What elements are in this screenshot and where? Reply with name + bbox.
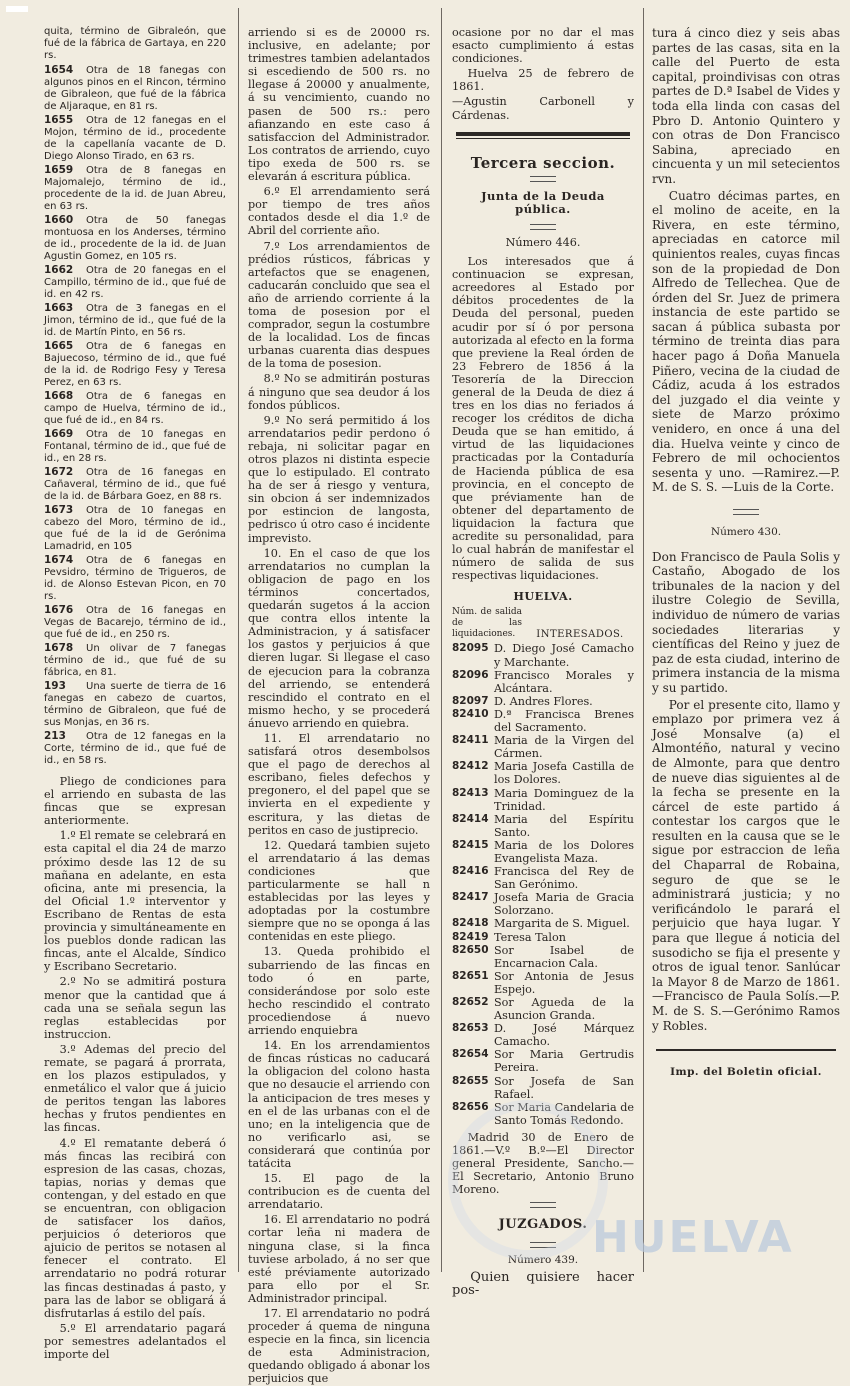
subtitle: Junta de la Deuda pública. xyxy=(481,188,605,216)
table-row: 82097 D. Andres Flores. xyxy=(452,694,593,708)
paragraph: 6.º El arrendamiento será por tiempo de tres años contados desde el dia 1.º de Abril del corriente año. xyxy=(248,185,430,238)
entries-list xyxy=(452,642,634,1126)
column-3 xyxy=(452,26,634,1298)
list-item: 1674 Otra de 6 fanegas en Pevsidro, término de Trigueros, de id. de Alonso Estevan Picon, en 70 rs. xyxy=(44,554,226,602)
paragraph: Los interesados que á continuacion se expresan, acreedores al Estado por débitos procedentes de la Deuda del personal, pueden acudir por sí ó por persona autorizada al efecto en la forma que previene la Real órden de 23 Febrero de 1856 á la Tesorería de la Direccion general de la Deuda de diez á tres en los dias no feriados á recoger los créditos de dicha Deuda que se han emitido, á virtud de las liquidaciones practicadas por la Contaduría de Hacienda pública de esa provincia, en el concepto de que préviamente han de obtener del departamento de liquidacion la factura que acredite su personalidad, para lo cual habrán de manifestar el número de salida de sus respectivas liquidaciones. xyxy=(452,255,634,583)
list-item: 1663 Otra de 3 fanegas en el Jimon, término de id., que fué de la id. de Martín Pinto, en 56 rs. xyxy=(44,302,226,338)
paragraph: 11. El arrendatario no satisfará otros desembolsos que el pago de derechos al escribano, fieles defechos y pregonero, el del papel que se invierta en el expediente y escritura, y las dietas de peritos en caso de justiprecio. xyxy=(248,731,430,837)
list-item: 193 Una suerte de tierra de 16 fanegas en cabezo de cuartos, término de Gibraleon, que fué de sus Monjas, en 36 rs. xyxy=(44,680,226,728)
paragraph: 13. Queda prohibido el subarriendo de las fincas en todo ó en parte, considerándose por solo este hecho rescindido el contrato procediendose á nuevo arriendo enquiebra xyxy=(248,945,430,1038)
paragraph: 17. El arrendatario no podrá proceder á quema de ninguna especie en la finca, sin licencia de esta Administracion, quedando obligado á abonar los perjuicios que xyxy=(248,1307,430,1386)
table-header-number: Núm. de salida de las liquidaciones. xyxy=(452,607,522,640)
paragraph: 5.º El arrendatario pagará por semestres adelantados el importe del xyxy=(44,1321,226,1362)
juzgados-title: JUZGADOS. xyxy=(498,1217,588,1233)
list-item: 1669 Otra de 10 fanegas en Fontanal, término de id., que fué de id., en 28 rs. xyxy=(44,428,226,464)
list-item: 1668 Otra de 6 fanegas en campo de Huelva, término de id., que fué de id., en 84 rs. xyxy=(44,390,226,426)
table-row: 82653 D. José Márquez Camacho. xyxy=(452,1022,634,1049)
table-row: 82419 Teresa Talon xyxy=(452,930,566,944)
table-row: 82411 Maria de la Virgen del Cármen. xyxy=(452,734,634,761)
separator xyxy=(530,176,556,182)
paragraph: 8.º No se admitirán posturas á ninguno que sea deudor á los fondos públicos. xyxy=(248,372,430,412)
table-row: 82654 Sor Maria Gertrudis Pereira. xyxy=(452,1048,634,1075)
table-row: 82096 Francisco Morales y Alcántara. xyxy=(452,668,634,695)
watermark-emblem xyxy=(448,1100,608,1260)
corner-mark xyxy=(6,6,28,12)
paragraph: 1.º El remate se celebrará en esta capital el dia 24 de marzo próximo desde las 12 de su mañana en adelante, en esta oficina, ante mi presencia, la del Oficial 1.º interventor y Escribano de Rentas de esta provincia y simultáneamente en los pueblos donde radican las fincas, ante el Alcalde, Síndico y Escribano Secretario. xyxy=(44,829,226,974)
section-divider xyxy=(456,132,630,136)
column-2 xyxy=(248,26,430,1386)
list-item: 1654 Otra de 18 fanegas con algunos pinos en el Rincon, término de Gibraleon, que fué de la fábrica de Aljaraque, en 81 rs. xyxy=(44,64,226,112)
paragraph: 16. El arrendatario no podrá cortar leña ni madera de ninguna clase, si la finca tuviese arbolado, á no ser que esté préviamente autorizado para ello por el Sr. Administrador principal. xyxy=(248,1213,430,1305)
paragraph: 10. En el caso de que los arrendatarios no cumplan la obligacion de pago en los términos concertados, quedarán sugetos á la accion que contra ellos intente la Administracion, y á satisfacer los gastos y perjuicios á que dieren lugar. Si llegase el caso de ejecucion para la cobranza del arriendo, se entenderá rescindido el contrato en el mismo hecho, y se procederá ánuevo arriendo en quiebra. xyxy=(248,546,430,730)
column-rule-1 xyxy=(238,8,239,1272)
list-item: 1678 Un olivar de 7 fanegas término de id., que fué de su fábrica, en 81. xyxy=(44,642,226,678)
signature: —Agustin Carbonell y Cárdenas. xyxy=(452,95,634,122)
table-place: HUELVA. xyxy=(513,589,573,604)
column-1 xyxy=(44,26,226,1362)
paragraph: ocasione por no dar el mas esacto cumplimiento á estas condiciones. xyxy=(452,26,634,66)
paragraph: Por el presente cito, llamo y emplazo por primera vez á José Monsalve (a) el Almontéño, natural y vecino de Almonte, para que dentro de nueve dias siguientes al de la fecha se presente en la cárcel de este partido á contestar los cargos que le resulten en la causa que se le sigue por estraccion de leña del Chaparral de Robaina, seguro de que se le administrará justicia; y no verificándolo le parará el perjuicio que haya lugar. Y para que llegue á noticia del susodicho se fija el presente y otros de igual tenor. Sanlúcar la Mayor 8 de Marzo de 1861.—Francisco de Paula Solís.—P. M. de S. S.—Gerónimo Ramos y Robles. xyxy=(652,697,840,1033)
separator xyxy=(733,509,759,515)
table-row: 82417 Josefa Maria de Gracia Solorzano. xyxy=(452,891,634,918)
top-line: quita, término de Gibraleón, que fué de la fábrica de Gartaya, en 220 rs. xyxy=(44,26,226,61)
lots-list xyxy=(44,64,226,767)
section-title: Tercera seccion. xyxy=(470,153,616,172)
paragraph: 2.º No se admitirá postura menor que la cantidad que á cada una se señala segun las reglas establecidas por instruccion. xyxy=(44,975,226,1041)
list-item: 1665 Otra de 6 fanegas en Bajuecoso, término de id., que fué de la id. de Rodrigo Fesy y Teresa Perez, en 63 rs. xyxy=(44,340,226,388)
paragraph: arriendo si es de 20000 rs. inclusive, en adelante; por trimestres tambien adelantados si escediendo de 500 rs. no llegase á 20000 y anualmente, á su vencimiento, cuando no pasen de 500 rs.: pero afianzando en este caso á satisfaccion del Administrador. Los contratos de arriendo, cuyo tipo exeda de 500 rs. se elevarán á escritura pública. xyxy=(248,26,430,184)
list-item: 1660 Otra de 50 fanegas montuosa en los Anderses, término de id., procedente de la id. de Juan Agustin Gomez, en 105 rs. xyxy=(44,214,226,262)
pliego-title: Pliego de condiciones para el arriendo en subasta de las fincas que se expresan anteriormente. xyxy=(44,775,226,828)
paragraph: Don Francisco de Paula Solis y Castaño, Abogado de los tribunales de la nacion y del ilustre Colegio de Sevilla, individuo de número de varias sociedades literarias y científicas del Reino y juez de paz de esta ciudad, interino de primera instancia de la misma y su partido. xyxy=(652,549,840,695)
table-row: 82655 Sor Josefa de San Rafael. xyxy=(452,1074,634,1101)
paragraph: 4.º El rematante deberá ó más fincas las recibirá con espresion de las casas, chozas, tapias, norias y demas que contengan, y del estado en que se encuentran, con obligacion de satisfacer los daños, perjuicios ó deterioros que ajuicio de peritos se notasen al fenecer el contrato. El arrendatario no podrá roturar las fincas destinadas á pasto, y para las de labor se obligará á disfrutarlas á estilo del país. xyxy=(44,1136,226,1320)
table-row: 82413 Maria Dominguez de la Trinidad. xyxy=(452,786,634,813)
watermark: HUELVA xyxy=(592,1212,794,1263)
column-rule-3 xyxy=(643,8,644,1272)
paragraph: 15. El pago de la contribucion es de cuenta del arrendatario. xyxy=(248,1172,430,1212)
table-row: 82656 Sor Maria Candelaria de Santo Tomás Redondo. xyxy=(452,1100,634,1127)
table-row: 82651 Sor Antonia de Jesus Espejo. xyxy=(452,969,634,996)
paragraph: 7.º Los arrendamientos de prédios rústicos, fábricas y artefactos que se enagenen, caducarán concluido que sea el año de arriendo corriente á la toma de posesion por el comprador, segun la costumbre de la localidad. Los de fincas urbanas cuarenta dias despues de la toma de posesion. xyxy=(248,239,430,371)
list-item: 213 Otra de 12 fanegas en la Corte, término de id., que fué de id., en 58 rs. xyxy=(44,730,226,766)
table-row: 82095 D. Diego José Camacho y Marchante. xyxy=(452,642,634,669)
paragraph: 12. Quedará tambien sujeto el arrendatario á las demas condiciones que particularmente se hall n establecidas por las leyes y adoptadas por la costumbre siempre que no se oponga á las contenidas en este pliego. xyxy=(248,838,430,944)
table-row: 82652 Sor Agueda de la Asuncion Granda. xyxy=(452,996,634,1023)
section-divider-thin xyxy=(456,138,630,139)
table-row: 82412 Maria Josefa Castilla de los Dolores. xyxy=(452,760,634,787)
date-line: Huelva 25 de febrero de 1861. xyxy=(452,67,634,94)
column-rule-2 xyxy=(441,8,442,1272)
closing: Madrid 30 de Enero de 1861.—V.º B.º—El Director general Presidente, Sancho.—El Secretario, Antonio Bruno Moreno. xyxy=(452,1130,634,1197)
table-row: 82415 Maria de los Dolores Evangelista Maza. xyxy=(452,838,634,865)
list-item: 1655 Otra de 12 fanegas en el Mojon, término de id., procedente de la capellanía vacante de D. Diego Alonso Tirado, en 63 rs. xyxy=(44,114,226,162)
numero: Número 446. xyxy=(505,235,581,249)
list-item: 1672 Otra de 16 fanegas en Cañaveral, término de id., que fué de la id. de Bárbara Goez, en 88 rs. xyxy=(44,466,226,502)
paragraph: Cuatro décimas partes, en el molino de aceite, en la Rivera, en este término, apreciadas en catorce mil quinientos reales, cuyas fincas son de la propiedad de Don Alfredo de Tellechea. Que de órden del Sr. Juez de primera instancia de este partido se sacan á pública subasta por término de treinta dias para hacer pago á Doña Manuela Piñero, vecina de la ciudad de Cádiz, acuda á los estrados del juzgado el dia veinte y siete de Marzo próximo venidero, en once á una del dia. Huelva veinte y cinco de Febrero de mil ochocientos sesenta y uno. —Ramirez.—P. M. de S. S. —Luis de la Corte. xyxy=(652,188,840,495)
paragraph: 9.º No será permitido á los arrendatarios pedir perdono ó rebaja, ni solicitar pagar en otros plazos ni distinta especie que lo estipulado. El contrato ha de ser á riesgo y ventura, sin obcion á ser indemnizados por estincion de langosta, pedrisco ú otro caso é incidente imprevisto. xyxy=(248,413,430,545)
table-row: 82416 Francisca del Rey de San Gerónimo. xyxy=(452,865,634,892)
paragraph: Quien quisiere hacer pos- xyxy=(452,1269,634,1298)
list-item: 1676 Otra de 16 fanegas en Vegas de Bacarejo, término de id., que fué de id., en 250 rs. xyxy=(44,604,226,640)
separator xyxy=(530,224,556,230)
column-4 xyxy=(652,26,840,1276)
table-row: 82650 Sor Isabel de Encarnacion Cala. xyxy=(452,943,634,970)
table-header-interested: INTERESADOS. xyxy=(536,629,624,641)
paragraph: 3.º Ademas del precio del remate, se pagará á prorrata, en los plazos estipulados, y enmetálico el valor que á juicio de peritos tengan las labores hechas y frutos pendientes en las fincas. xyxy=(44,1042,226,1135)
table-row: 82410 D.ª Francisca Brenes del Sacramento. xyxy=(452,707,634,735)
table-header xyxy=(452,607,634,640)
table-row: 82418 Margarita de S. Miguel. xyxy=(452,917,630,931)
list-item: 1673 Otra de 10 fanegas en cabezo del Moro, término de id., que fué de la id de Gerónima Lamadrid, en 105 xyxy=(44,504,226,552)
list-item: 1659 Otra de 8 fanegas en Majomalejo, término de id., procedente de la id. de Juan Abreu, en 63 rs. xyxy=(44,164,226,212)
juzgados-number: Número 439. xyxy=(507,1253,579,1266)
imprint: Imp. del Boletin oficial. xyxy=(670,1066,822,1079)
imprint-divider xyxy=(656,1049,836,1051)
paragraph: tura á cinco diez y seis abas partes de las casas, sita en la calle del Puerto de esta capital, proindivisas con otras partes de D.ª Isabel de Vides y toda ella linda con casas del Pbro D. Antonio Quintero y con otras de Don Francisco Sabina, apreciado en cincuenta y un mil setecientos rvn. xyxy=(652,26,840,186)
numero: Número 430. xyxy=(710,526,782,538)
list-item: 1662 Otra de 20 fanegas en el Campillo, término de id., que fué de id. en 42 rs. xyxy=(44,264,226,300)
table-row: 82414 Maria del Espíritu Santo. xyxy=(452,812,634,839)
paragraph: 14. En los arrendamientos de fincas rústicas no caducará la obligacion del colono hasta que no desaucie el arriendo con la anticipacion de tres meses y en el de las urbanas con el de uno; en la inteligencia que de no verificarlo asi, se considerará que continúa por tatácita xyxy=(248,1039,430,1170)
